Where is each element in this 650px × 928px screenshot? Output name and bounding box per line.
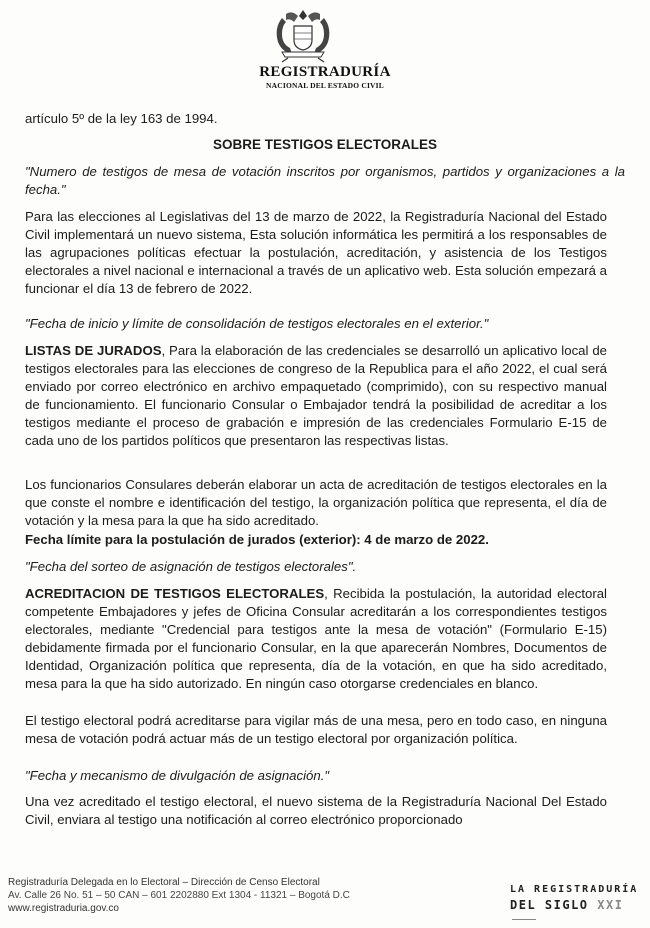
lead-text: , Recibida la postulación, la autoridad electoral competente Embajadores y jefes de Oficina Consular acreditarán a los correspondientes testigos electorales, mediante "Credencial para testigos ante la mesa de votación" (Formulario E-15) debidamente firmada por el funcionario Consular, en la que aparecerán Nombres, Documentos de Identidad, Organización política que representa, día de la votación, en que ha sido acreditado, mesa para la que ha sido autorizado. En ningún caso otorgarse credenciales en blanco.: [25, 586, 607, 691]
question-3: [7, 558, 625, 576]
lead-heading: LISTAS DE JURADOS: [25, 343, 162, 358]
slogan-main: DEL SIGLO: [510, 898, 598, 912]
lead-heading: ACREDITACION DE TESTIGOS ELECTORALES: [25, 586, 325, 601]
footer-office: Registraduría Delegada en lo Electoral – Dirección de Censo Electoral: [8, 877, 320, 888]
slogan-accent: XXI: [597, 898, 624, 912]
footer-slogan: [510, 884, 640, 926]
question-text: "Fecha del sorteo de asignación de testigos electorales".: [25, 559, 357, 574]
slogan-rule: [512, 919, 536, 920]
answer-3-paragraph-2: El testigo electoral podrá acreditarse para vigilar más de una mesa, pero en todo caso, en ninguna mesa de votación podrá actuar más de un testigo electoral por organización política.: [25, 713, 607, 746]
answer-1-paragraph: Para las elecciones al Legislativas del 13 de marzo de 2022, la Registraduría Nacional del Estado Civil implementará un nuevo sistema, Esta solución informática les permitirá a los responsables de las agrupaciones políticas efectuar la postulación, acreditación, y asistencia de los Testigos electorales a nivel nacional e internacional a través de un aplicativo web. Esta solución empezará a funcionar el día 13 de febrero de 2022.: [25, 209, 607, 296]
answer-2-paragraph-2: Los funcionarios Consulares deberán elaborar un acta de acreditación de testigos electorales en la que conste el nombre e identificación del testigo, la organización política que representa, el día de votación y la mesa para la que ha sido acreditado.: [25, 477, 607, 528]
question-text: "Fecha de inicio y límite de consolidación de testigos electorales en el exterior.": [25, 316, 489, 331]
answer-2-paragraph: [25, 342, 607, 450]
answer-3-paragraph: [25, 585, 607, 693]
letterhead: [0, 0, 650, 100]
org-name: REGISTRADURÍA: [259, 64, 391, 80]
answer-4-paragraph: Una vez acreditado el testigo electoral, el nuevo sistema de la Registraduría Nacional Del Estado Civil, enviara al testigo una notificación al correo electrónico proporcionado: [25, 794, 607, 827]
item-number: [7, 767, 25, 785]
lead-text: , Para la elaboración de las credenciales se desarrolló un aplicativo local de testigos electorales para las elecciones de congreso de la Republica para el año 2022, el cual será enviado por correo electrónico en archivo empaquetado (comprimido), con su respectivo manual de funcionamiento. El funcionario Consular o Embajador tendrá la posibilidad de acreditar a los testigos mediante el proceso de grabación e impresión de las credenciales Formulario E-15 de cada uno de los partidos políticos que presentaron las respectivas listas.: [25, 343, 607, 448]
footer-contact: [8, 876, 350, 915]
item-number: [7, 315, 25, 333]
intro-line: artículo 5º de la ley 163 de 1994.: [25, 111, 218, 126]
coat-of-arms-icon: [268, 6, 338, 64]
org-subtitle: NACIONAL DEL ESTADO CIVIL: [265, 81, 384, 90]
slogan-line-1: LA REGISTRADURÍA: [510, 884, 639, 895]
item-number: [7, 558, 25, 576]
question-text: "Fecha y mecanismo de divulgación de asignación.": [25, 768, 330, 783]
question-1: [7, 163, 625, 199]
item-number: [7, 163, 25, 181]
question-4: [7, 767, 625, 785]
slogan-line-2: [510, 898, 640, 926]
question-text: "Numero de testigos de mesa de votación inscritos por organismos, partidos y organizaciones a la fecha.": [25, 164, 625, 197]
footer-website-link[interactable]: www.registraduria.gov.co: [8, 903, 119, 914]
section-title: SOBRE TESTIGOS ELECTORALES: [212, 137, 438, 152]
footer-address: Av. Calle 26 No. 51 – 50 CAN – 601 2202880 Ext 1304 - 11321 – Bogotá D.C: [8, 890, 350, 901]
question-2: [7, 315, 625, 333]
deadline-note: Fecha límite para la postulación de jurados (exterior): 4 de marzo de 2022.: [25, 532, 489, 547]
